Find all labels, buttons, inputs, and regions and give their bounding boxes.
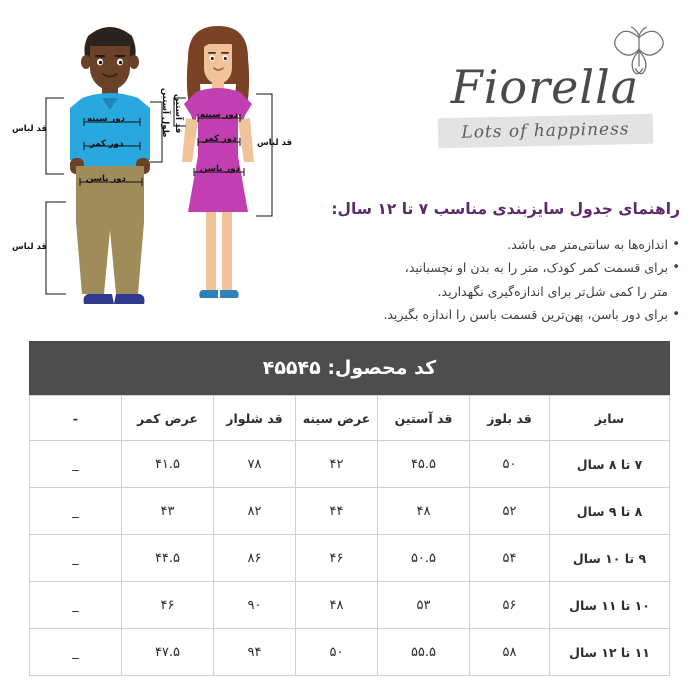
table-row xyxy=(29,441,669,488)
product-code-row xyxy=(29,341,669,396)
label-boy-sleeve-length: طول آستین xyxy=(160,88,170,138)
label-boy-waist: دور کمر xyxy=(90,139,124,149)
cell-size: ۹ تا ۱۰ سال xyxy=(550,535,670,582)
brand-name: Fiorella xyxy=(450,60,640,114)
boy-figure xyxy=(70,27,150,304)
girl-figure xyxy=(182,26,254,298)
label-girl-hip: دور باسن xyxy=(200,164,240,174)
cell-waist-width: ۴۴.۵ xyxy=(122,535,214,582)
cell-blouse-length: ۵۲ xyxy=(470,488,550,535)
cell-size: ۱۰ تا ۱۱ سال xyxy=(550,582,670,629)
label-boy-chest: دور سینه xyxy=(87,114,125,124)
guide-item: • برای قسمت کمر کودک، متر را به بدن او نچسبانید، xyxy=(260,256,680,279)
table-header-row xyxy=(29,396,669,441)
cell-extra: _ xyxy=(29,535,121,582)
header-waist-width: عرض کمر xyxy=(122,396,214,441)
cell-blouse-length: ۵۸ xyxy=(470,629,550,676)
cell-pant-length: ۹۴ xyxy=(214,629,296,676)
table-row xyxy=(29,488,669,535)
cell-waist-width: ۴۶ xyxy=(122,582,214,629)
cell-chest-width: ۴۶ xyxy=(296,535,378,582)
cell-size: ۷ تا ۸ سال xyxy=(550,441,670,488)
header-chest-width: عرض سینه xyxy=(296,396,378,441)
cell-sleeve-length: ۵۳ xyxy=(378,582,470,629)
cell-pant-length: ۸۶ xyxy=(214,535,296,582)
cell-sleeve-length: ۵۵.۵ xyxy=(378,629,470,676)
label-boy-hip: دور باسن xyxy=(86,174,126,184)
cell-waist-width: ۴۳ xyxy=(122,488,214,535)
cell-chest-width: ۴۸ xyxy=(296,582,378,629)
guide-list xyxy=(260,233,680,326)
label-girl-sleeve-length: قد آستین xyxy=(173,94,183,134)
cell-pant-length: ۸۲ xyxy=(214,488,296,535)
cell-size: ۸ تا ۹ سال xyxy=(550,488,670,535)
label-boy-garment-length-bottom: قد لباس xyxy=(12,242,48,252)
product-code-label: کد محصول: ۴۵۵۴۵ xyxy=(29,341,669,396)
cell-sleeve-length: ۴۵.۵ xyxy=(378,441,470,488)
cell-pant-length: ۹۰ xyxy=(214,582,296,629)
header-blouse-length: قد بلوز xyxy=(470,396,550,441)
header-pant-length: قد شلوار xyxy=(214,396,296,441)
label-girl-waist: دور کمر xyxy=(203,134,237,144)
cell-pant-length: ۷۸ xyxy=(214,441,296,488)
cell-waist-width: ۴۱.۵ xyxy=(122,441,214,488)
table-row xyxy=(29,535,669,582)
size-table xyxy=(29,341,670,676)
label-boy-garment-length-top: قد لباس xyxy=(12,124,48,134)
cell-waist-width: ۴۷.۵ xyxy=(122,629,214,676)
cell-chest-width: ۵۰ xyxy=(296,629,378,676)
size-table-wrapper xyxy=(30,341,670,676)
brand-tagline: Lots of happiness xyxy=(460,119,630,143)
butterfly-icon xyxy=(610,26,668,78)
cell-sleeve-length: ۴۸ xyxy=(378,488,470,535)
cell-sleeve-length: ۵۰.۵ xyxy=(378,535,470,582)
header-extra: - xyxy=(29,396,121,441)
guide-item: متر را کمی شل‌تر برای اندازه‌گیری نگهدارید. xyxy=(437,283,668,299)
brand-tagline-ribbon xyxy=(437,114,653,148)
cell-extra: _ xyxy=(29,441,121,488)
guide-block xyxy=(260,198,680,326)
guide-title: راهنمای جدول سایزبندی مناسب ۷ تا ۱۲ سال: xyxy=(331,200,680,218)
cell-extra: _ xyxy=(29,582,121,629)
guide-item: • برای دور باسن، پهن‌ترین قسمت باسن را اندازه بگیرید. xyxy=(260,303,680,326)
header-size: سایز xyxy=(550,396,670,441)
cell-extra: _ xyxy=(29,629,121,676)
cell-blouse-length: ۵۴ xyxy=(470,535,550,582)
guide-item: • اندازه‌ها به سانتی‌متر می باشد. xyxy=(260,233,680,256)
cell-blouse-length: ۵۰ xyxy=(470,441,550,488)
header-sleeve-length: قد آستین xyxy=(378,396,470,441)
cell-chest-width: ۴۴ xyxy=(296,488,378,535)
brand-block xyxy=(420,24,670,174)
table-row xyxy=(29,629,669,676)
label-girl-garment-length: قد لباس xyxy=(257,138,293,148)
cell-blouse-length: ۵۶ xyxy=(470,582,550,629)
cell-chest-width: ۴۲ xyxy=(296,441,378,488)
label-girl-chest: دور سینه xyxy=(200,110,238,120)
cell-extra: _ xyxy=(29,488,121,535)
top-illustration-area xyxy=(0,0,700,340)
table-row xyxy=(29,582,669,629)
cell-size: ۱۱ تا ۱۲ سال xyxy=(550,629,670,676)
